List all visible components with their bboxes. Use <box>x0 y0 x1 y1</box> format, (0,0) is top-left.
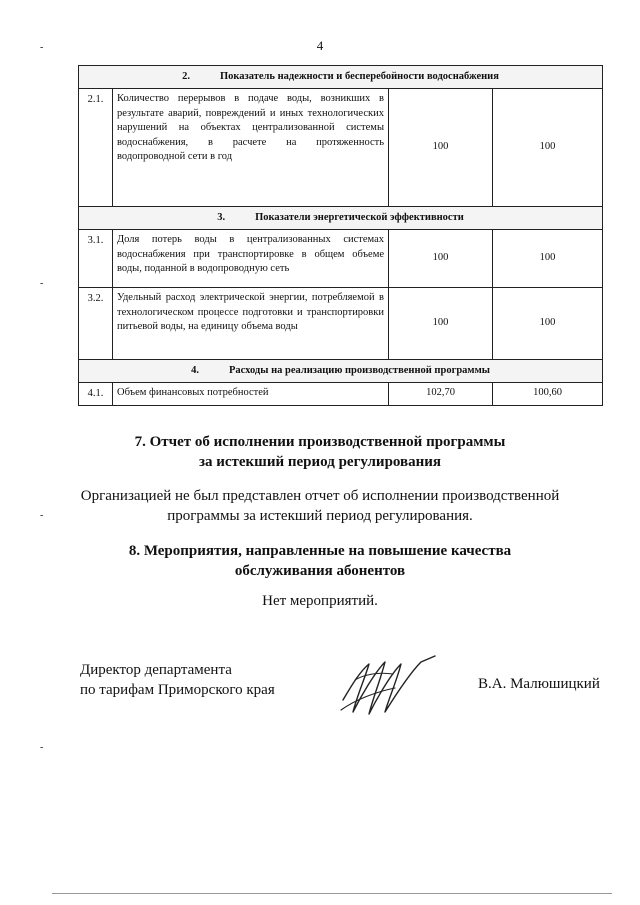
signatory-position-line: Директор департамента <box>80 662 232 678</box>
row-number: 2.1. <box>79 89 113 207</box>
row-value-1: 100 <box>389 288 493 360</box>
signatory-name: В.А. Малюшицкий <box>478 676 600 692</box>
margin-mark: - <box>40 510 44 521</box>
row-description: Количество перерывов в подаче воды, возникших в результате аварий, повреждений и иных технологических нарушений на объектах централизованной системы водоснабжения, в расчете на протяженность водопроводной сети в год <box>113 89 389 207</box>
row-number: 3.2. <box>79 288 113 360</box>
table-row <box>79 383 603 406</box>
section7-heading <box>0 432 640 472</box>
row-value-2: 100 <box>493 89 603 207</box>
row-value-1: 102,70 <box>389 383 493 406</box>
section7-body-line: Организацией не был представлен отчет об исполнении производственной <box>80 488 560 504</box>
table-section-header <box>79 207 603 230</box>
margin-mark: - <box>40 278 44 289</box>
handwritten-signature <box>335 652 445 722</box>
row-description: Доля потерь воды в централизованных системах водоснабжения при транспортировке в общем объеме воды, поданной в водопроводную сеть <box>113 230 389 288</box>
row-description: Удельный расход электрической энергии, потребляемой в технологическом процессе подготовки и транспортировки питьевой воды, на единицу объема воды <box>113 288 389 360</box>
indicators-table <box>78 65 603 406</box>
row-description: Объем финансовых потребностей <box>113 383 389 406</box>
section8-heading-line: 8. Мероприятия, направленные на повышение качества <box>128 543 512 559</box>
section-number: 3. <box>217 211 226 223</box>
section-title: Расходы на реализацию производственной программы <box>228 364 490 376</box>
row-value-2: 100,60 <box>493 383 603 406</box>
section-number: 4. <box>191 364 199 376</box>
section-title: Показатель надежности и бесперебойности водоснабжения <box>219 70 499 82</box>
section7-heading-line: 7. Отчет об исполнении производственной программы <box>134 434 506 450</box>
table-row <box>79 89 603 207</box>
margin-mark: - <box>40 42 44 53</box>
margin-mark: - <box>40 742 44 753</box>
signatory-position <box>80 660 275 700</box>
table-section-header <box>79 66 603 89</box>
section8-heading-line: обслуживания абонентов <box>234 563 406 579</box>
row-number: 4.1. <box>79 383 113 406</box>
table-row <box>79 230 603 288</box>
section-number: 2. <box>182 70 190 82</box>
signatory-position-line: по тарифам Приморского края <box>80 682 275 698</box>
row-value-1: 100 <box>389 89 493 207</box>
row-value-1: 100 <box>389 230 493 288</box>
bottom-divider <box>52 893 612 894</box>
section-title: Показатели энергетической эффективности <box>255 211 464 223</box>
table-section-header <box>79 360 603 383</box>
section8-body: Нет мероприятий. <box>262 593 378 609</box>
section7-body-line: программы за истекший период регулирования. <box>167 508 473 524</box>
section7-heading-line: за истекший период регулирования <box>198 454 442 470</box>
section7-body <box>0 486 640 526</box>
table-row <box>79 288 603 360</box>
row-number: 3.1. <box>79 230 113 288</box>
row-value-2: 100 <box>493 288 603 360</box>
row-value-2: 100 <box>493 230 603 288</box>
page-number: 4 <box>316 38 324 53</box>
section8-heading <box>0 541 640 581</box>
